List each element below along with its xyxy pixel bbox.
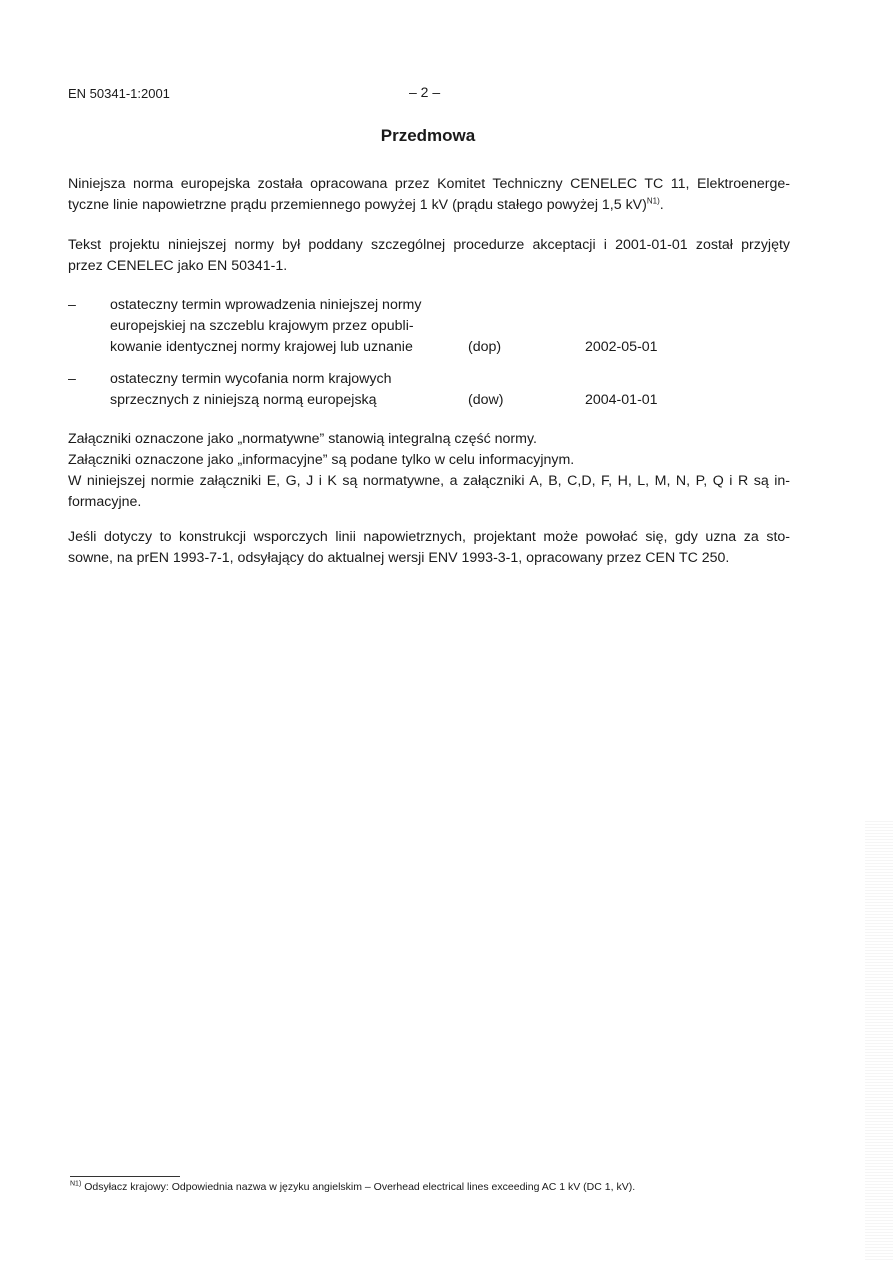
- date-item-line: kowanie identycznej normy krajowej lub uznanie: [110, 339, 413, 355]
- intro-paragraph: [68, 174, 790, 216]
- intro-line-2-text: tyczne linie napowietrzne prądu przemiennego powyżej 1 kV (prądu stałego powyżej 1,5 kV): [68, 197, 647, 213]
- annexes-line-2: Załączniki oznaczone jako „informacyjne” są podane tylko w celu informacyjnym.: [68, 452, 575, 468]
- annexes-line-3: W niniejszej normie załączniki E, G, J i K są normatywne, a załączniki A, B, C,D, F, H, L, M, N, P, Q i R są in-: [68, 473, 790, 489]
- footnote-text: Odsyłacz krajowy: Odpowiednia nazwa w języku angielskim – Overhead electrical lines exceeding AC 1 kV (DC 1, kV).: [81, 1181, 636, 1193]
- list-dash: –: [68, 297, 76, 313]
- annexes-line-4: formacyjne.: [68, 494, 142, 510]
- footnote-reference: N1): [646, 196, 660, 206]
- acceptance-line-2: przez CENELEC jako EN 50341-1.: [68, 258, 288, 274]
- acceptance-line-1: Tekst projektu niniejszej normy był poddany szczególnej procedurze akceptacji i 2001-01-01 został przyjęty: [68, 237, 790, 253]
- date-item-date: 2002-05-01: [585, 339, 658, 355]
- date-item-line: sprzecznych z niniejszą normą europejską: [110, 392, 377, 408]
- date-item-abbreviation: (dop): [468, 339, 502, 355]
- acceptance-paragraph: [68, 235, 790, 277]
- structures-line-1: Jeśli dotyczy to konstrukcji wsporczych linii napowietrznych, projektant może powołać się, gdy uzna za sto-: [68, 529, 790, 545]
- date-item-description: [110, 369, 392, 411]
- page-number: – 2 –: [409, 84, 441, 100]
- date-item-line: ostateczny termin wprowadzenia niniejszej normy: [110, 297, 422, 313]
- annexes-paragraph: [68, 429, 790, 513]
- date-item-dop: [68, 295, 788, 358]
- page-title: Przedmowa: [380, 126, 476, 145]
- intro-line-2-end: .: [659, 197, 664, 213]
- date-item-date: 2004-01-01: [585, 392, 658, 408]
- footnote-marker: N1): [70, 1180, 82, 1188]
- structures-paragraph: [68, 527, 790, 569]
- date-item-line: ostateczny termin wycofania norm krajowych: [110, 371, 392, 387]
- document-id: EN 50341-1:2001: [68, 86, 170, 101]
- date-item-line: europejskiej na szczeblu krajowym przez opubli-: [110, 318, 414, 334]
- footnote: [70, 1181, 635, 1193]
- date-item-description: [110, 295, 421, 358]
- structures-line-2: sowne, na prEN 1993-7-1, odsyłający do aktualnej wersji ENV 1993-3-1, opracowany przez CEN TC 250.: [68, 550, 730, 566]
- date-item-dow: [68, 369, 788, 411]
- intro-line-2: [68, 195, 790, 216]
- date-item-abbreviation: (dow): [468, 392, 504, 408]
- annexes-line-1: Załączniki oznaczone jako „normatywne” stanowią integralną część normy.: [68, 431, 537, 447]
- scan-edge-shadow: [865, 820, 893, 1260]
- list-dash: –: [68, 371, 76, 387]
- footnote-divider: [70, 1176, 180, 1177]
- intro-line-1: Niniejsza norma europejska została opracowana przez Komitet Techniczny CENELEC TC 11, Elektroenerge-: [68, 176, 790, 192]
